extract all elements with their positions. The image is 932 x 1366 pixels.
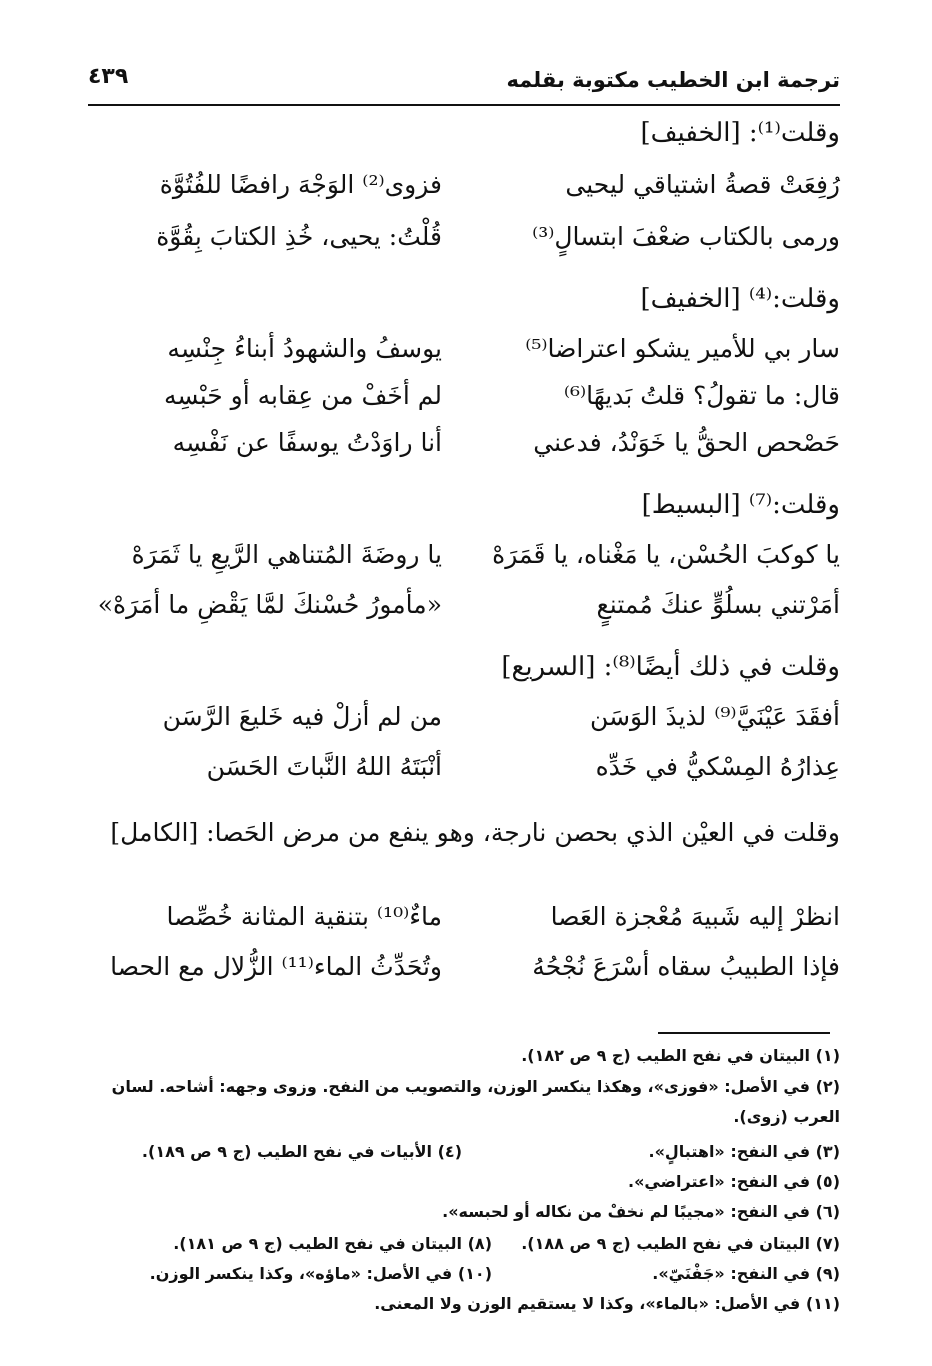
verse-first-hemistich: ورمى بالكتاب ضعْفَ ابتسالٍ⁽³⁾ (532, 222, 840, 251)
footnote: (١) البيتان في نفح الطيب (ج ٩ ص ١٨٢). (521, 1046, 840, 1065)
footnote: (١١) في الأصل: «بالماء»، وكذا لا يستقيم الوزن ولا المعنى. (374, 1294, 840, 1313)
footnote: (٨) البيتان في نفح الطيب (ج ٩ ص ١٨١). (173, 1234, 492, 1253)
verse-first-hemistich: سار بي للأمير يشكو اعتراضا⁽⁵⁾ (525, 334, 840, 363)
poem-intro: وقلت:⁽⁴⁾ [الخفيف] (640, 284, 840, 314)
verse-second-hemistich: يوسفُ والشهودُ أبناءُ جِنْسِه (167, 334, 442, 363)
verse-second-hemistich: أنْبَتَهُ اللهُ النَّباتَ الحَسَن (206, 752, 442, 781)
verse-second-hemistich: من لم أزلْ فيه خَليعَ الرَّسَن (162, 702, 442, 731)
verse-first-hemistich: رُفِعَتْ قصةُ اشتياقي ليحيى (565, 170, 840, 199)
footnote: (٣) في النفح: «اهتبالٍ». (648, 1142, 840, 1161)
verse-first-hemistich: عِذارُهُ المِسْكيُّ في خَدِّه (595, 752, 840, 781)
verse-first-hemistich: أمَرْتني بسلُوٍّ عنكَ مُمتنعٍ (596, 590, 840, 619)
verse-second-hemistich: أنا راوَدْتُ يوسفًا عن نَفْسِه (172, 428, 442, 457)
prose-paragraph: وقلت في العيْن الذي بحصن نارجة، وهو ينفع من مرض الحَصا: [الكامل] (110, 818, 840, 847)
verse-second-hemistich: ماءٌ⁽¹⁰⁾ بتنقية المثانة خُصِّصا (166, 902, 442, 931)
footnote: (٦) في النفح: «مجيبًا لم نخفْ من نكاله أو لحبسه». (442, 1202, 840, 1221)
footnote-rule (658, 1032, 830, 1034)
poem-intro: وقلت⁽¹⁾: [الخفيف] (640, 118, 840, 148)
header-rule (88, 104, 840, 106)
footnote: (٥) في النفح: «اعتراضي». (627, 1172, 840, 1191)
verse-first-hemistich: حَصْحص الحقُّ يا خَوَنْدُ، فدعني (533, 428, 840, 457)
verse-second-hemistich: «مأمورُ حُسْنكَ لمَّا يَقْضِ ما أمَرَهْ» (97, 590, 442, 619)
footnote: (٢) في الأصل: «فوزى»، وهكذا ينكسر الوزن، والتصويب من النفح. وزوى وجهه: أشاحه. لسان العرب (زوى). (111, 1077, 840, 1126)
verse-second-hemistich: يا روضَةَ المُتناهي الرَّيعِ يا ثَمَرَهْ (131, 540, 442, 569)
poem-intro: وقلت:⁽⁷⁾ [البسيط] (641, 490, 840, 520)
page-header (88, 62, 840, 106)
verse-first-hemistich: انظرْ إليه شَبيهَ مُعْجزة العَصا (550, 902, 840, 931)
verse-second-hemistich: وتُحَدِّثُ الماء⁽¹¹⁾ الزُّلال مع الحصا (110, 952, 442, 981)
verse-second-hemistich: لم أخَفْ من عِقابه أو حَبْسِه (164, 381, 442, 410)
verse-first-hemistich: فإذا الطبيبُ سقاه أسْرَعَ نُجْحُهُ (532, 952, 840, 981)
poem-intro: وقلت في ذلك أيضًا⁽⁸⁾: [السريع] (501, 652, 840, 682)
running-title: ترجمة ابن الخطيب مكتوبة بقلمه (506, 68, 840, 92)
footnote: (٤) الأبيات في نفح الطيب (ج ٩ ص ١٨٩). (141, 1142, 462, 1161)
verse-first-hemistich: يا كوكبَ الحُسْن، يا مَغْناه، يا قَمَرَهْ (492, 540, 840, 569)
footnote: (٩) في النفح: «جَفْنَيّ». (652, 1264, 840, 1283)
footnote: (١٠) في الأصل: «ماؤه»، وكذا ينكسر الوزن. (149, 1264, 492, 1283)
footnote: (٧) البيتان في نفح الطيب (ج ٩ ص ١٨٨). (521, 1234, 840, 1253)
verse-second-hemistich: قُلْتُ: يحيى، خُذِ الكتابَ بِقُوَّة (156, 222, 442, 251)
verse-second-hemistich: فزوى⁽²⁾ الوَجْهَ رافضًا للفُتُوَّة (159, 170, 442, 199)
verse-first-hemistich: أفقَدَ عَيْنَيَّ⁽⁹⁾ لذيذَ الوَسَن (590, 702, 840, 731)
page-number: ٤٣٩ (88, 64, 129, 89)
verse-first-hemistich: قال: ما تقولُ؟ قلتُ بَديهًا⁽⁶⁾ (563, 381, 840, 410)
